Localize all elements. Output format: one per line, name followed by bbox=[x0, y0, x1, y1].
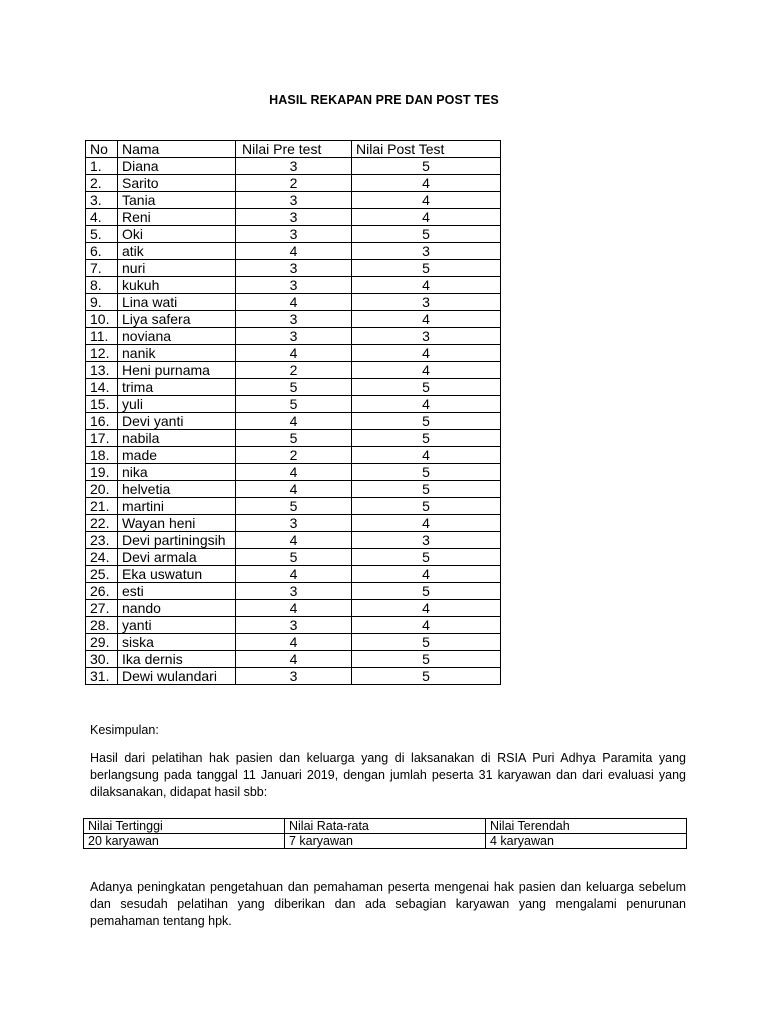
row-name: kukuh bbox=[118, 277, 236, 294]
row-pre-test: 3 bbox=[236, 583, 352, 600]
header-no: No bbox=[86, 141, 118, 158]
row-post-test: 4 bbox=[352, 396, 501, 413]
table-row bbox=[86, 175, 501, 192]
row-no: 17. bbox=[86, 430, 118, 447]
row-pre-test: 3 bbox=[236, 226, 352, 243]
row-pre-test: 4 bbox=[236, 634, 352, 651]
row-pre-test: 4 bbox=[236, 481, 352, 498]
row-post-test: 5 bbox=[352, 379, 501, 396]
row-pre-test: 4 bbox=[236, 566, 352, 583]
row-post-test: 5 bbox=[352, 430, 501, 447]
row-post-test: 5 bbox=[352, 158, 501, 175]
row-post-test: 4 bbox=[352, 175, 501, 192]
row-no: 4. bbox=[86, 209, 118, 226]
row-post-test: 3 bbox=[352, 294, 501, 311]
row-post-test: 4 bbox=[352, 192, 501, 209]
closing-paragraph: Adanya peningkatan pengetahuan dan pemahaman peserta mengenai hak pasien dan keluarga sebelum dan sesudah pelatihan yang diberikan dan ada sebagian karyawan yang mengalami penurunan pemahaman tentang hpk. bbox=[90, 880, 686, 928]
row-name: Oki bbox=[118, 226, 236, 243]
table-header-row bbox=[86, 141, 501, 158]
row-post-test: 4 bbox=[352, 447, 501, 464]
row-pre-test: 4 bbox=[236, 651, 352, 668]
table-row bbox=[86, 447, 501, 464]
row-no: 10. bbox=[86, 311, 118, 328]
row-post-test: 5 bbox=[352, 668, 501, 685]
row-no: 2. bbox=[86, 175, 118, 192]
table-row bbox=[86, 396, 501, 413]
row-name: nuri bbox=[118, 260, 236, 277]
row-pre-test: 3 bbox=[236, 192, 352, 209]
row-no: 5. bbox=[86, 226, 118, 243]
table-row bbox=[86, 549, 501, 566]
summary-value-row bbox=[84, 834, 687, 849]
row-no: 16. bbox=[86, 413, 118, 430]
table-row bbox=[86, 277, 501, 294]
row-pre-test: 2 bbox=[236, 447, 352, 464]
summary-header-row bbox=[84, 819, 687, 834]
row-name: Ika dernis bbox=[118, 651, 236, 668]
row-post-test: 5 bbox=[352, 260, 501, 277]
row-post-test: 4 bbox=[352, 617, 501, 634]
row-post-test: 4 bbox=[352, 600, 501, 617]
row-post-test: 5 bbox=[352, 549, 501, 566]
row-post-test: 5 bbox=[352, 481, 501, 498]
row-pre-test: 3 bbox=[236, 617, 352, 634]
conclusion-paragraph: Hasil dari pelatihan hak pasien dan keluarga yang di laksanakan di RSIA Puri Adhya Paramita yang berlangsung pada tanggal 11 Januari 2019, dengan jumlah peserta 31 karyawan dan dari evaluasi yang dilaksanakan, didapat hasil sbb: bbox=[90, 751, 686, 799]
row-no: 11. bbox=[86, 328, 118, 345]
table-row bbox=[86, 464, 501, 481]
row-name: siska bbox=[118, 634, 236, 651]
row-post-test: 4 bbox=[352, 515, 501, 532]
row-pre-test: 4 bbox=[236, 464, 352, 481]
row-pre-test: 4 bbox=[236, 532, 352, 549]
table-row bbox=[86, 311, 501, 328]
row-name: Lina wati bbox=[118, 294, 236, 311]
row-name: Diana bbox=[118, 158, 236, 175]
row-pre-test: 3 bbox=[236, 277, 352, 294]
table-row bbox=[86, 413, 501, 430]
row-name: Liya safera bbox=[118, 311, 236, 328]
row-name: Wayan heni bbox=[118, 515, 236, 532]
row-no: 29. bbox=[86, 634, 118, 651]
row-name: nando bbox=[118, 600, 236, 617]
row-pre-test: 4 bbox=[236, 294, 352, 311]
row-no: 9. bbox=[86, 294, 118, 311]
row-name: esti bbox=[118, 583, 236, 600]
table-row bbox=[86, 532, 501, 549]
row-no: 27. bbox=[86, 600, 118, 617]
header-nama: Nama bbox=[118, 141, 236, 158]
table-row bbox=[86, 345, 501, 362]
row-name: Tania bbox=[118, 192, 236, 209]
table-row bbox=[86, 243, 501, 260]
row-post-test: 4 bbox=[352, 345, 501, 362]
row-pre-test: 5 bbox=[236, 549, 352, 566]
table-row bbox=[86, 158, 501, 175]
summary-value-average: 7 karyawan bbox=[285, 834, 486, 849]
row-post-test: 5 bbox=[352, 583, 501, 600]
row-post-test: 4 bbox=[352, 277, 501, 294]
row-name: martini bbox=[118, 498, 236, 515]
row-no: 13. bbox=[86, 362, 118, 379]
row-name: Devi armala bbox=[118, 549, 236, 566]
row-name: Dewi wulandari bbox=[118, 668, 236, 685]
row-pre-test: 5 bbox=[236, 430, 352, 447]
row-pre-test: 3 bbox=[236, 260, 352, 277]
row-no: 19. bbox=[86, 464, 118, 481]
row-no: 1. bbox=[86, 158, 118, 175]
row-pre-test: 2 bbox=[236, 175, 352, 192]
row-no: 8. bbox=[86, 277, 118, 294]
row-post-test: 3 bbox=[352, 243, 501, 260]
row-post-test: 5 bbox=[352, 634, 501, 651]
row-pre-test: 4 bbox=[236, 413, 352, 430]
row-no: 21. bbox=[86, 498, 118, 515]
row-name: Eka uswatun bbox=[118, 566, 236, 583]
table-row bbox=[86, 379, 501, 396]
header-pre-test: Nilai Pre test bbox=[236, 141, 352, 158]
row-no: 6. bbox=[86, 243, 118, 260]
summary-header-highest: Nilai Tertinggi bbox=[84, 819, 285, 834]
table-row bbox=[86, 515, 501, 532]
row-pre-test: 3 bbox=[236, 209, 352, 226]
row-name: Devi partiningsih bbox=[118, 532, 236, 549]
document-title: HASIL REKAPAN PRE DAN POST TES bbox=[269, 93, 499, 107]
summary-value-highest: 20 karyawan bbox=[84, 834, 285, 849]
summary-header-lowest: Nilai Terendah bbox=[486, 819, 687, 834]
row-post-test: 4 bbox=[352, 311, 501, 328]
row-no: 24. bbox=[86, 549, 118, 566]
row-no: 22. bbox=[86, 515, 118, 532]
row-no: 12. bbox=[86, 345, 118, 362]
row-name: nabila bbox=[118, 430, 236, 447]
row-no: 15. bbox=[86, 396, 118, 413]
table-row bbox=[86, 328, 501, 345]
row-pre-test: 3 bbox=[236, 668, 352, 685]
row-name: Heni purnama bbox=[118, 362, 236, 379]
row-pre-test: 3 bbox=[236, 515, 352, 532]
row-post-test: 3 bbox=[352, 328, 501, 345]
row-no: 25. bbox=[86, 566, 118, 583]
row-name: nika bbox=[118, 464, 236, 481]
table-row bbox=[86, 498, 501, 515]
table-row bbox=[86, 651, 501, 668]
row-post-test: 3 bbox=[352, 532, 501, 549]
table-row bbox=[86, 362, 501, 379]
table-row bbox=[86, 430, 501, 447]
table-row bbox=[86, 481, 501, 498]
table-row bbox=[86, 583, 501, 600]
table-row bbox=[86, 209, 501, 226]
row-pre-test: 2 bbox=[236, 362, 352, 379]
row-name: helvetia bbox=[118, 481, 236, 498]
row-post-test: 5 bbox=[352, 651, 501, 668]
table-row bbox=[86, 617, 501, 634]
row-pre-test: 5 bbox=[236, 379, 352, 396]
table-row bbox=[86, 192, 501, 209]
row-no: 26. bbox=[86, 583, 118, 600]
table-row bbox=[86, 600, 501, 617]
row-name: nanik bbox=[118, 345, 236, 362]
row-post-test: 5 bbox=[352, 464, 501, 481]
row-name: Devi yanti bbox=[118, 413, 236, 430]
table-row bbox=[86, 634, 501, 651]
row-no: 30. bbox=[86, 651, 118, 668]
row-no: 23. bbox=[86, 532, 118, 549]
row-no: 28. bbox=[86, 617, 118, 634]
summary-table bbox=[83, 818, 687, 849]
table-row bbox=[86, 668, 501, 685]
summary-value-lowest: 4 karyawan bbox=[486, 834, 687, 849]
score-table bbox=[85, 140, 501, 685]
row-name: Reni bbox=[118, 209, 236, 226]
summary-header-average: Nilai Rata-rata bbox=[285, 819, 486, 834]
row-no: 31. bbox=[86, 668, 118, 685]
row-post-test: 4 bbox=[352, 209, 501, 226]
row-pre-test: 4 bbox=[236, 243, 352, 260]
row-name: made bbox=[118, 447, 236, 464]
row-pre-test: 4 bbox=[236, 345, 352, 362]
table-row bbox=[86, 294, 501, 311]
row-pre-test: 4 bbox=[236, 600, 352, 617]
header-post-test: Nilai Post Test bbox=[352, 141, 501, 158]
row-name: yuli bbox=[118, 396, 236, 413]
row-no: 14. bbox=[86, 379, 118, 396]
row-post-test: 5 bbox=[352, 413, 501, 430]
row-post-test: 4 bbox=[352, 362, 501, 379]
row-no: 7. bbox=[86, 260, 118, 277]
row-pre-test: 3 bbox=[236, 311, 352, 328]
row-pre-test: 3 bbox=[236, 328, 352, 345]
row-pre-test: 5 bbox=[236, 396, 352, 413]
row-pre-test: 5 bbox=[236, 498, 352, 515]
row-name: noviana bbox=[118, 328, 236, 345]
row-no: 3. bbox=[86, 192, 118, 209]
row-post-test: 5 bbox=[352, 498, 501, 515]
row-post-test: 5 bbox=[352, 226, 501, 243]
row-pre-test: 3 bbox=[236, 158, 352, 175]
row-name: atik bbox=[118, 243, 236, 260]
row-no: 20. bbox=[86, 481, 118, 498]
conclusion-heading: Kesimpulan: bbox=[90, 723, 159, 737]
table-row bbox=[86, 566, 501, 583]
table-row bbox=[86, 260, 501, 277]
row-name: yanti bbox=[118, 617, 236, 634]
row-post-test: 4 bbox=[352, 566, 501, 583]
row-name: Sarito bbox=[118, 175, 236, 192]
row-name: trima bbox=[118, 379, 236, 396]
table-row bbox=[86, 226, 501, 243]
row-no: 18. bbox=[86, 447, 118, 464]
